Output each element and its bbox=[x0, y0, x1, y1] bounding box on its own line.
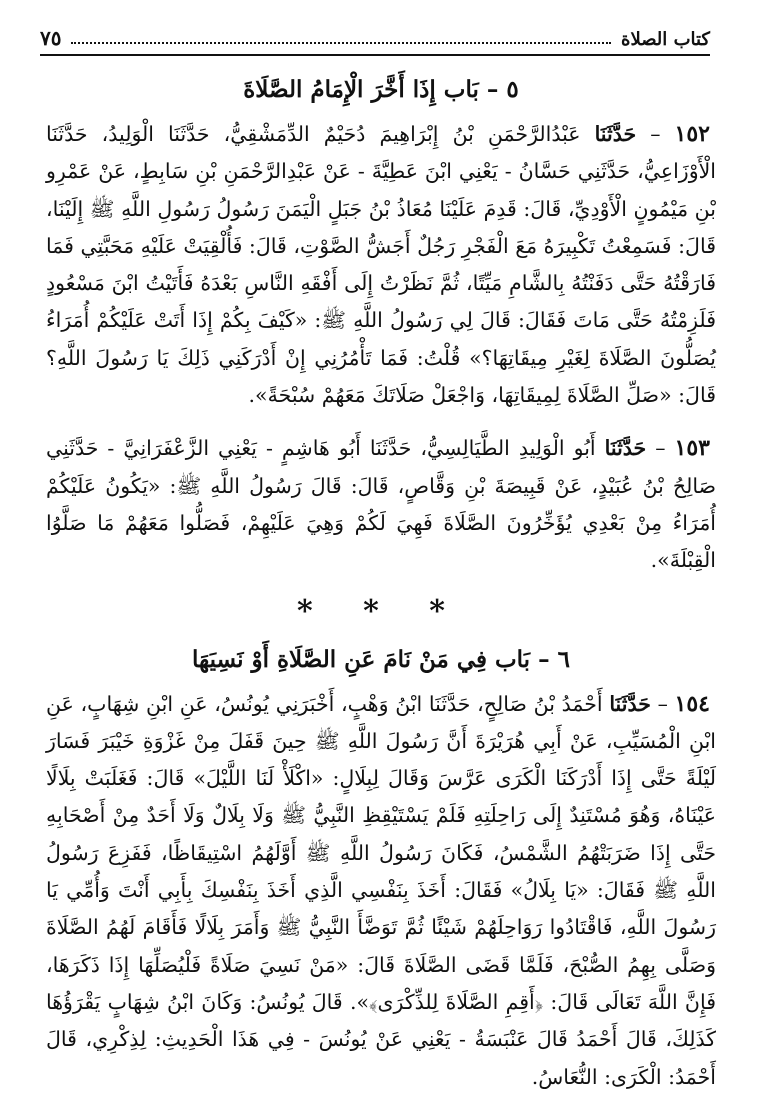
hadith-153: ١٥٣ – حَدَّثَنَا أَبُو الْوَلِيدِ الطَّيَالِسِيُّ، حَدَّثَنَا أَبُو هَاشِمٍ - يَعْنِي الزَّعْفَرَانِيَّ - حَدَّثَنِي صَالِحُ بْنُ عُبَيْدٍ، عَنْ قَبِيصَةَ بْنِ وَقَّاصٍ، قَالَ: قَالَ رَسُولُ اللَّهِ ﷺ: «يَكُونُ عَلَيْكُمْ أُمَرَاءُ مِنْ بَعْدِي يُؤَخِّرُونَ الصَّلَاةَ فَهِيَ لَكُمْ وَهِيَ عَلَيْهِمْ، فَصَلُّوا مَعَهُمْ مَا صَلَّوُا الْقِبْلَةَ». bbox=[46, 435, 716, 573]
hadith-text: عَبْدُالرَّحْمَنِ بْنُ إِبْرَاهِيمَ دُحَيْمٌ الدِّمَشْقِيُّ، حَدَّثَنَا الْوَلِيدُ، حَدَّثَنَا الْأَوْزَاعِيُّ، حَدَّثَنِي حَسَّانُ - يَعْنِي ابْنَ عَطِيَّةَ - عَنْ عَبْدِالرَّحْمَنِ بْنِ سَابِطٍ، عَنْ عَمْرِو بْنِ مَيْمُونٍ الْأَوْدِيِّ، قَالَ: قَدِمَ عَلَيْنَا مُعَاذُ بْنُ جَبَلٍ الْيَمَنَ رَسُولُ رَسُولِ اللَّهِ ﷺ إِلَيْنَا، قَالَ: فَسَمِعْتُ تَكْبِيرَهُ مَعَ الْفَجْرِ رَجُلٌ أَجَشُّ الصَّوْتِ، قَالَ: فَأُلْقِيَتْ عَلَيْهِ مَحَبَّتِي فَمَا فَارَقْتُهُ حَتَّى دَفَنْتُهُ بِالشَّامِ مَيِّتًا، ثُمَّ نَظَرْتُ إِلَى أَفْقَهِ النَّاسِ بَعْدَهُ فَأَتَيْتُ ابْنَ مَسْعُودٍ فَلَزِمْتُهُ حَتَّى مَاتَ فَقَالَ: قَالَ لِي رَسُولُ اللَّهِ ﷺ: «كَيْفَ بِكُمْ إِذَا أَتَتْ عَلَيْكُمْ أُمَرَاءُ يُصَلُّونَ الصَّلَاةَ لِغَيْرِ مِيقَاتِهَا؟» قُلْتُ: فَمَا تَأْمُرُنِي إِنْ أَدْرَكَنِي ذَلِكَ يَا رَسُولَ اللَّهِ؟ قَالَ: «صَلِّ الصَّلَاةَ لِمِيقَاتِهَا، وَاجْعَلْ صَلَاتَكَ مَعَهُمْ سُبْحَةً». bbox=[46, 122, 716, 408]
hadith-154: ١٥٤ – حَدَّثَنَا أَحْمَدُ بْنُ صَالِحٍ، حَدَّثَنَا ابْنُ وَهْبٍ، أَخْبَرَنِي يُونُسُ، عَنِ ابْنِ شِهَابٍ، عَنِ ابْنِ الْمُسَيِّبِ، عَنْ أَبِي هُرَيْرَةَ أَنَّ رَسُولَ اللَّهِ ﷺ حِينَ قَفَلَ مِنْ غَزْوَةِ خَيْبَرَ فَسَارَ لَيْلَةً حَتَّى إِذَا أَدْرَكَنَا الْكَرَى عَرَّسَ وَقَالَ لِبِلَالٍ: «اكْلَأْ لَنَا اللَّيْلَ» قَالَ: فَغَلَبَتْ بِلَالًا عَيْنَاهُ، وَهُوَ مُسْتَنِدٌ إِلَى رَاحِلَتِهِ فَلَمْ يَسْتَيْقِظِ النَّبِيُّ ﷺ وَلَا بِلَالٌ وَلَا أَحَدٌ مِنْ أَصْحَابِهِ حَتَّى إِذَا ضَرَبَتْهُمُ الشَّمْسُ، فَكَانَ رَسُولُ اللَّهِ ﷺ أَوَّلَهُمُ اسْتِيقَاظًا، فَفَزِعَ رَسُولُ اللَّهِ ﷺ فَقَالَ: «يَا بِلَالُ» فَقَالَ: أَخَذَ بِنَفْسِي الَّذِي أَخَذَ بِنَفْسِكَ بِأَبِي أَنْتَ وَأُمِّي يَا رَسُولَ اللَّهِ، فَاقْتَادُوا رَوَاحِلَهُمْ شَيْئًا ثُمَّ تَوَضَّأَ النَّبِيُّ ﷺ وَأَمَرَ بِلَالًا فَأَقَامَ لَهُمُ الصَّلَاةَ وَصَلَّى بِهِمُ الصُّبْحَ، فَلَمَّا قَضَى الصَّلَاةَ قَالَ: «مَنْ نَسِيَ صَلَاةً فَلْيُصَلِّهَا إِذَا ذَكَرَهَا، فَإِنَّ اللَّهَ تَعَالَى قَالَ: ﴿أَقِمِ الصَّلَاةَ لِلذِّكْرَى﴾». قَالَ يُونُسُ: وَكَانَ ابْنُ شِهَابٍ يَقْرَؤُهَا كَذَلِكَ، قَالَ أَحْمَدُ قَالَ عَنْبَسَةُ - يَعْنِي عَنْ يُونُسَ - فِي هَذَا الْحَدِيثِ: لِذِكْرِي، قَالَ أَحْمَدُ: الْكَرَى: النُّعَاسُ. bbox=[46, 690, 716, 1089]
running-header bbox=[40, 22, 710, 56]
page-number: ٧٥ bbox=[40, 26, 62, 50]
hadith-lead: حَدَّثَنَا bbox=[594, 122, 637, 146]
chapter-heading-6: ٦ – بَاب فِي مَنْ نَامَ عَنِ الصَّلَاةِ أَوْ نَسِيَهَا bbox=[192, 645, 570, 673]
hadith-text: أَحْمَدُ بْنُ صَالِحٍ، حَدَّثَنَا ابْنُ وَهْبٍ، أَخْبَرَنِي يُونُسُ، عَنِ ابْنِ شِهَابٍ، عَنِ ابْنِ الْمُسَيِّبِ، عَنْ أَبِي هُرَيْرَةَ أَنَّ رَسُولَ اللَّهِ ﷺ حِينَ قَفَلَ مِنْ غَزْوَةِ خَيْبَرَ فَسَارَ لَيْلَةً حَتَّى إِذَا أَدْرَكَنَا الْكَرَى عَرَّسَ وَقَالَ لِبِلَالٍ: «اكْلَأْ لَنَا اللَّيْلَ» قَالَ: فَغَلَبَتْ بِلَالًا عَيْنَاهُ، وَهُوَ مُسْتَنِدٌ إِلَى رَاحِلَتِهِ فَلَمْ يَسْتَيْقِظِ النَّبِيُّ ﷺ وَلَا بِلَالٌ وَلَا أَحَدٌ مِنْ أَصْحَابِهِ حَتَّى إِذَا ضَرَبَتْهُمُ الشَّمْسُ، فَكَانَ رَسُولُ اللَّهِ ﷺ أَوَّلَهُمُ اسْتِيقَاظًا، فَفَزِعَ رَسُولُ اللَّهِ ﷺ فَقَالَ: «يَا بِلَالُ» فَقَالَ: أَخَذَ بِنَفْسِي الَّذِي أَخَذَ بِنَفْسِكَ بِأَبِي أَنْتَ وَأُمِّي يَا رَسُولَ اللَّهِ، فَاقْتَادُوا رَوَاحِلَهُمْ شَيْئًا ثُمَّ تَوَضَّأَ النَّبِيُّ ﷺ وَأَمَرَ بِلَالًا فَأَقَامَ لَهُمُ الصَّلَاةَ وَصَلَّى بِهِمُ الصُّبْحَ، فَلَمَّا قَضَى الصَّلَاةَ قَالَ: «مَنْ نَسِيَ صَلَاةً فَلْيُصَلِّهَا إِذَا ذَكَرَهَا، فَإِنَّ اللَّهَ تَعَالَى قَالَ: ﴿أَقِمِ الصَّلَاةَ لِلذِّكْرَى﴾». قَالَ يُونُسُ: وَكَانَ ابْنُ شِهَابٍ يَقْرَؤُهَا كَذَلِكَ، قَالَ أَحْمَدُ قَالَ عَنْبَسَةُ - يَعْنِي عَنْ يُونُسَ - فِي هَذَا الْحَدِيثِ: لِذِكْرِي، قَالَ أَحْمَدُ: الْكَرَى: النُّعَاسُ. bbox=[46, 691, 716, 1089]
hadith-152: ١٥٢ – حَدَّثَنَا عَبْدُالرَّحْمَنِ بْنُ إِبْرَاهِيمَ دُحَيْمٌ الدِّمَشْقِيُّ، حَدَّثَنَا الْوَلِيدُ، حَدَّثَنَا الْأَوْزَاعِيُّ، حَدَّثَنِي حَسَّانُ - يَعْنِي ابْنَ عَطِيَّةَ - عَنْ عَبْدِالرَّحْمَنِ بْنِ سَابِطٍ، عَنْ عَمْرِو بْنِ مَيْمُونٍ الْأَوْدِيِّ، قَالَ: قَدِمَ عَلَيْنَا مُعَاذُ بْنُ جَبَلٍ الْيَمَنَ رَسُولُ رَسُولِ اللَّهِ ﷺ إِلَيْنَا، قَالَ: فَسَمِعْتُ تَكْبِيرَهُ مَعَ الْفَجْرِ رَجُلٌ أَجَشُّ الصَّوْتِ، قَالَ: فَأُلْقِيَتْ عَلَيْهِ مَحَبَّتِي فَمَا فَارَقْتُهُ حَتَّى دَفَنْتُهُ بِالشَّامِ مَيِّتًا، ثُمَّ نَظَرْتُ إِلَى أَفْقَهِ النَّاسِ بَعْدَهُ فَأَتَيْتُ ابْنَ مَسْعُودٍ فَلَزِمْتُهُ حَتَّى مَاتَ فَقَالَ: قَالَ لِي رَسُولُ اللَّهِ ﷺ: «كَيْفَ بِكُمْ إِذَا أَتَتْ عَلَيْكُمْ أُمَرَاءُ يُصَلُّونَ الصَّلَاةَ لِغَيْرِ مِيقَاتِهَا؟» قُلْتُ: فَمَا تَأْمُرُنِي إِنْ أَدْرَكَنِي ذَلِكَ يَا رَسُولَ اللَّهِ؟ قَالَ: «صَلِّ الصَّلَاةَ لِمِيقَاتِهَا، وَاجْعَلْ صَلَاتَكَ مَعَهُمْ سُبْحَةً». bbox=[46, 121, 716, 408]
hadith-text: أَبُو الْوَلِيدِ الطَّيَالِسِيُّ، حَدَّثَنَا أَبُو هَاشِمٍ - يَعْنِي الزَّعْفَرَانِيَّ - حَدَّثَنِي صَالِحُ بْنُ عُبَيْدٍ، عَنْ قَبِيصَةَ بْنِ وَقَّاصٍ، قَالَ: قَالَ رَسُولُ اللَّهِ ﷺ: «يَكُونُ عَلَيْكُمْ أُمَرَاءُ مِنْ بَعْدِي يُؤَخِّرُونَ الصَّلَاةَ فَهِيَ لَكُمْ وَهِيَ عَلَيْهِمْ، فَصَلُّوا مَعَهُمْ مَا صَلَّوُا الْقِبْلَةَ». bbox=[46, 436, 716, 573]
book-title: كتاب الصلاة bbox=[621, 29, 710, 50]
hadith-lead: حَدَّثَنَا bbox=[609, 691, 651, 716]
hadith-number: ١٥٤ bbox=[674, 690, 710, 717]
section-separator: * * * bbox=[297, 593, 465, 629]
chapter-heading-5: ٥ – بَاب إِذَا أَخَّرَ الْإِمَامُ الصَّلَاةَ bbox=[243, 76, 519, 103]
hadith-lead: حَدَّثَنَا bbox=[604, 436, 647, 461]
page-body bbox=[46, 66, 716, 1096]
hadith-number: ١٥٢ bbox=[674, 121, 710, 147]
hadith-number: ١٥٣ bbox=[674, 435, 710, 462]
dot-leaders bbox=[71, 42, 611, 44]
